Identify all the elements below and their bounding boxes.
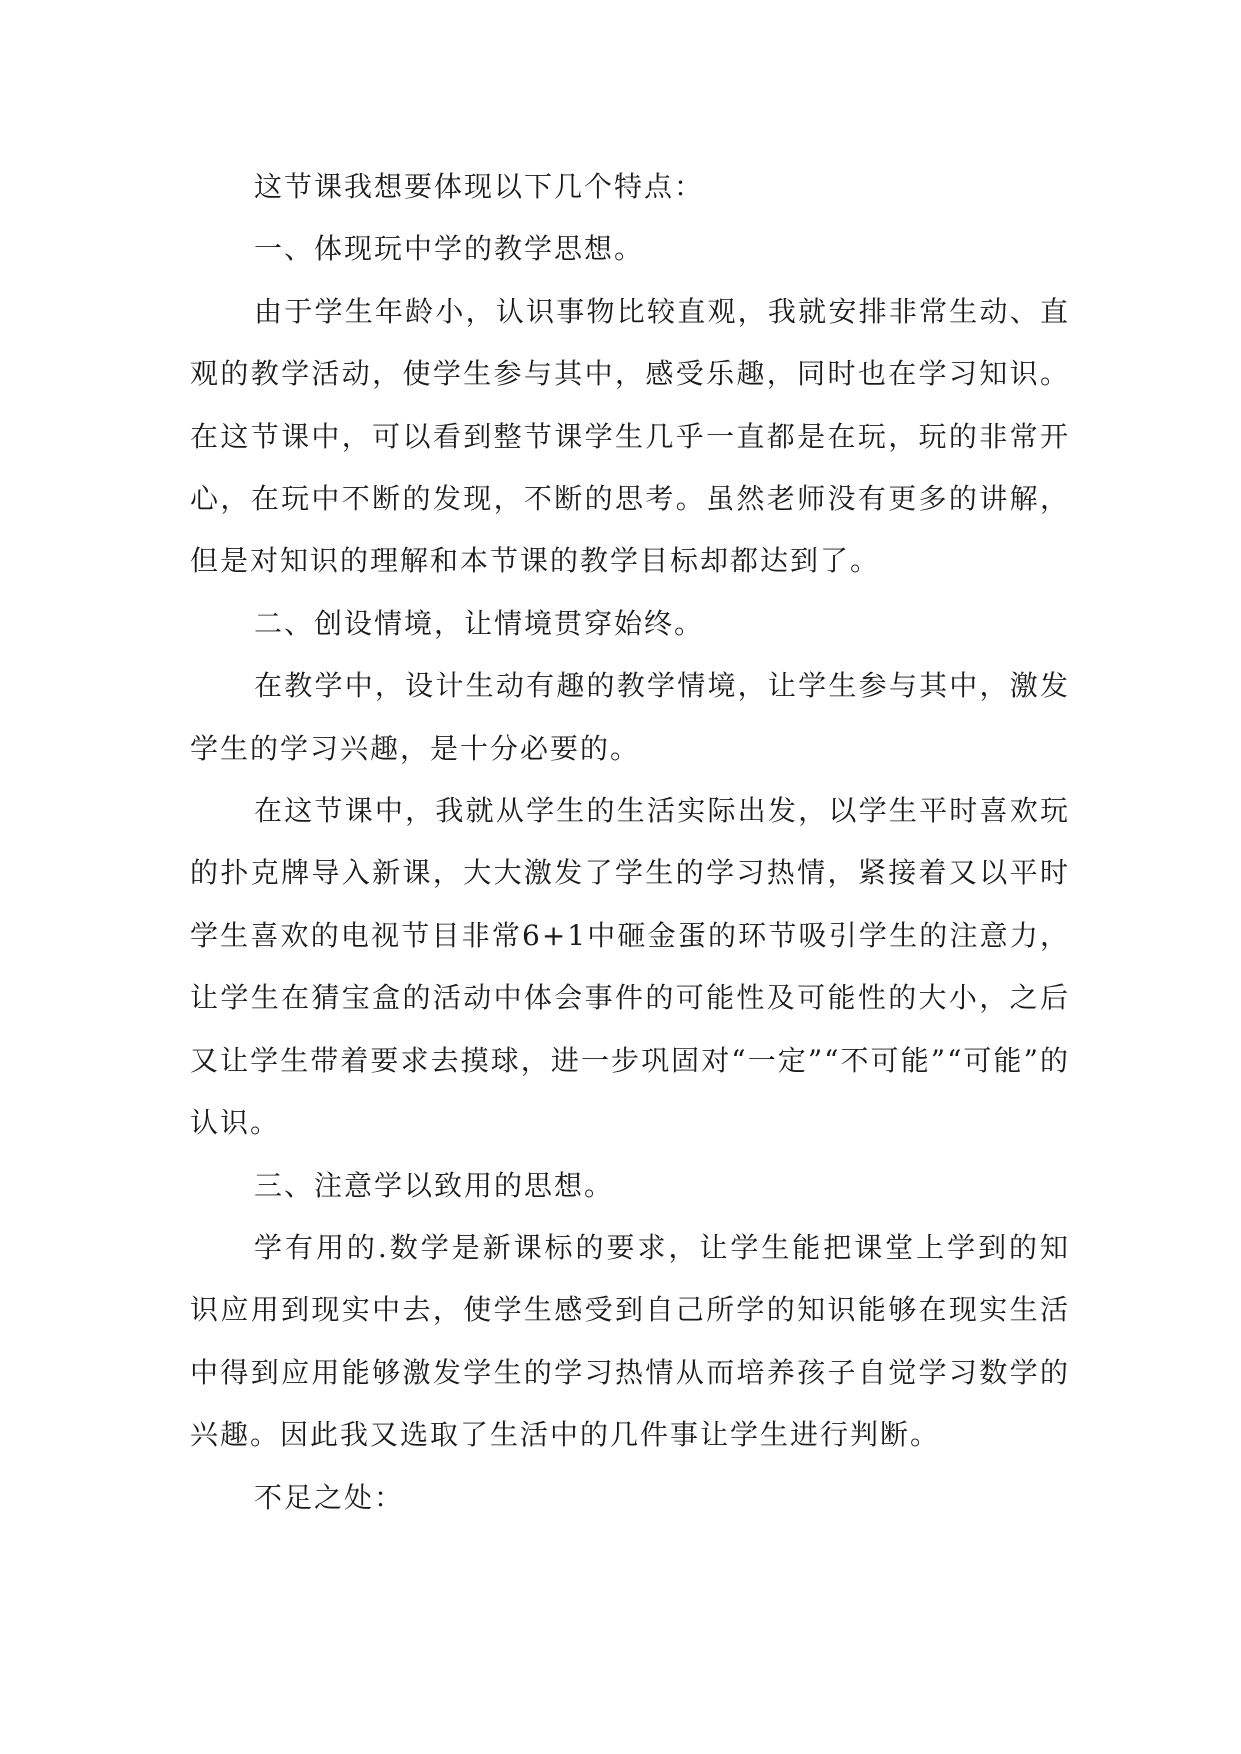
- body-paragraph: 在教学中，设计生动有趣的教学情境，让学生参与其中，激发学生的学习兴趣，是十分必要的。: [190, 669, 1070, 765]
- body-paragraph: 由于学生年龄小，认识事物比较直观，我就安排非常生动、直观的教学活动，使学生参与其中，感受乐趣，同时也在学习知识。在这节课中，可以看到整节课学生几乎一直都是在玩，玩的非常开心，在玩中不断的发现，不断的思考。虽然老师没有更多的讲解，但是对知识的理解和本节课的教学目标却都达到了。: [190, 294, 1070, 578]
- section-heading-2: 二、创设情境，让情境贯穿始终。: [254, 606, 705, 640]
- section-heading-3: 三、注意学以致用的思想。: [254, 1168, 615, 1202]
- shortcomings-heading: 不足之处：: [254, 1480, 405, 1514]
- section-heading-1: 一、体现玩中学的教学思想。: [254, 232, 645, 266]
- document-body: [190, 156, 1070, 1529]
- body-paragraph: 在这节课中，我就从学生的生活实际出发，以学生平时喜欢玩的扑克牌导入新课，大大激发了学生的学习热情，紧接着又以平时学生喜欢的电视节目非常6+1中砸金蛋的环节吸引学生的注意力，让学生在猜宝盒的活动中体会事件的可能性及可能性的大小，之后又让学生带着要求去摸球，进一步巩固对“一定”“不可能”“可能”的认识。: [190, 794, 1070, 1140]
- body-paragraph: 学有用的.数学是新课标的要求，让学生能把课堂上学到的知识应用到现实中去，使学生感受到自己所学的知识能够在现实生活中得到应用能够激发学生的学习热情从而培养孩子自觉学习数学的兴趣。因此我又选取了生活中的几件事让学生进行判断。: [190, 1230, 1070, 1452]
- intro-paragraph: 这节课我想要体现以下几个特点：: [254, 170, 705, 203]
